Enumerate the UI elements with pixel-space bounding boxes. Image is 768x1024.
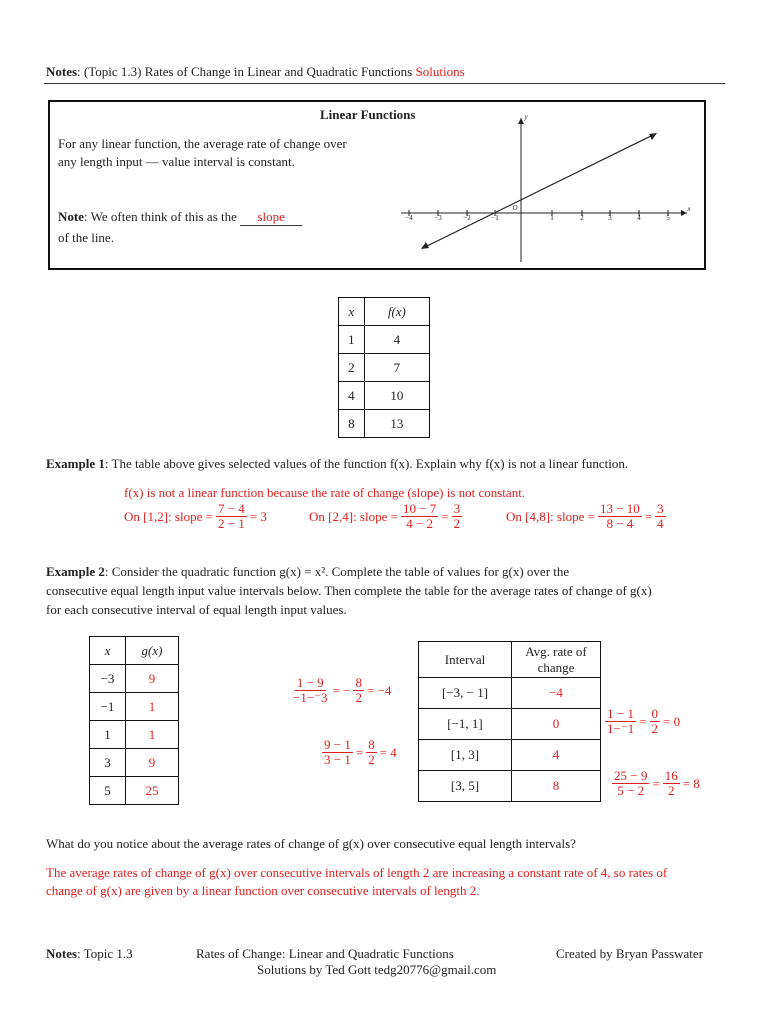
- page-header: [46, 64, 465, 80]
- equals: =: [644, 508, 653, 524]
- fraction: $\frac{16}{2}$: [664, 768, 678, 799]
- f-table: [338, 297, 430, 438]
- g-table-cell: −3: [90, 665, 126, 693]
- f-table-cell: 2: [339, 354, 365, 382]
- fraction: $\frac{0}{2}$: [651, 706, 659, 737]
- slope-result: = 3: [249, 508, 267, 524]
- f-table-cell: 1: [339, 326, 365, 354]
- x-tick-label: −1: [491, 214, 499, 222]
- rate-calc-2: [322, 738, 397, 768]
- fraction: $\frac{10 - 7}{4 - 2}$: [402, 501, 437, 532]
- linear-text-2: any length input — value interval is constant.: [58, 154, 295, 169]
- f-table-cell: 7: [364, 354, 429, 382]
- g-table-cell: 1: [125, 693, 178, 721]
- example2-label: Example 2: [46, 564, 105, 579]
- linear-heading: Linear Functions: [320, 107, 416, 122]
- rate-table-header: Interval: [419, 642, 512, 678]
- fraction: $\frac{1 - 1}{1-^-1}$: [607, 706, 635, 737]
- rate-table-cell: [3, 5]: [419, 771, 512, 802]
- equals: =: [652, 775, 660, 791]
- example1-text: : The table above gives selected values of the function f(x). Explain why f(x) is not a linear function.: [104, 456, 629, 471]
- equals: =: [355, 744, 364, 760]
- equals: =: [441, 508, 449, 524]
- g-table-cell: 9: [125, 665, 178, 693]
- f-table-cell: 8: [339, 410, 365, 438]
- slope-answer: slope: [240, 209, 302, 226]
- header-rule: [44, 83, 725, 84]
- f-table-cell: 10: [364, 382, 429, 410]
- rate-calc-1: [291, 676, 391, 706]
- footer-left: [46, 946, 133, 962]
- notes-label: Notes: [46, 64, 78, 79]
- example2-line-3: for each consecutive interval of equal length input values.: [46, 602, 347, 617]
- footer-right: Created by Bryan Passwater: [556, 946, 703, 961]
- footer-notes-label: Notes: [46, 946, 78, 961]
- fraction: $\frac{8}{2}$: [355, 675, 362, 706]
- x-tick-label: 5: [666, 214, 670, 222]
- slope-prefix: On [1,2]: slope =: [124, 508, 213, 524]
- arrow-right-icon: [681, 210, 687, 216]
- g-table-cell: 5: [90, 777, 126, 805]
- calc-result: = 0: [663, 713, 681, 729]
- example2-line-2: consecutive equal length input value intervals below. Then complete the table for the average rates of change of g(x): [46, 583, 652, 598]
- y-axis-label: y: [524, 113, 528, 121]
- graph-line: [423, 134, 655, 248]
- rate-table-cell: 0: [512, 709, 601, 740]
- g-table: [89, 636, 179, 805]
- rate-calc-4: [612, 769, 700, 799]
- origin-label: O: [512, 204, 518, 212]
- fraction: $\frac{9 - 1}{3 - 1}$: [324, 737, 351, 768]
- g-table-header: x: [90, 637, 126, 665]
- fraction: $\frac{1 - 9}{-1-^-3}$: [293, 675, 328, 706]
- linear-text-1: For any linear function, the average rate of change over: [58, 136, 347, 151]
- footer-solutions-by: Solutions by Ted Gott tedg20776@gmail.com: [257, 962, 497, 977]
- g-table-cell: −1: [90, 693, 126, 721]
- x-tick-label: −4: [405, 214, 413, 222]
- linear-graph: [395, 110, 695, 270]
- note-end: of the line.: [58, 230, 114, 245]
- rate-table-cell: 8: [512, 771, 601, 802]
- example1-label: Example 1: [46, 456, 105, 471]
- fraction: $\frac{8}{2}$: [368, 737, 375, 768]
- equals: = −: [332, 682, 351, 698]
- calc-result: = 8: [682, 775, 700, 791]
- rate-calc-3: [605, 707, 680, 737]
- x-tick-label: −3: [434, 214, 442, 222]
- x-tick-label: 2: [580, 214, 584, 222]
- slope-calc-3: [506, 502, 666, 532]
- slope-prefix: On [4,8]: slope =: [506, 508, 595, 524]
- question: What do you notice about the average rates of change of g(x) over consecutive equal length intervals?: [46, 836, 576, 851]
- fraction: $\frac{13 - 10}{8 - 4}$: [599, 501, 640, 532]
- note-line: [58, 209, 302, 226]
- example1-answer: f(x) is not a linear function because the rate of change (slope) is not constant.: [124, 485, 526, 500]
- x-tick-label: 3: [608, 214, 612, 222]
- calc-result: = 4: [379, 744, 397, 760]
- x-tick-label: 4: [637, 214, 641, 222]
- header-title: : (Topic 1.3) Rates of Change in Linear and Quadratic Functions: [77, 64, 413, 79]
- note-text: : We often think of this as the: [84, 209, 237, 224]
- fraction: $\frac{3}{4}$: [657, 501, 664, 532]
- x-tick-label: −2: [463, 214, 471, 222]
- fraction: $\frac{3}{2}$: [453, 501, 461, 532]
- g-table-cell: 1: [90, 721, 126, 749]
- rate-table-cell: [−3, − 1]: [419, 678, 512, 709]
- calc-result: = −4: [366, 682, 392, 698]
- note-label: Note: [58, 209, 84, 224]
- answer-line-1: The average rates of change of g(x) over consecutive intervals of length 2 are increasing a constant rate of 4, so rates of: [46, 865, 668, 880]
- fraction: $\frac{25 - 9}{5 - 2}$: [614, 768, 648, 799]
- g-table-cell: 3: [90, 749, 126, 777]
- rate-table: [418, 641, 601, 802]
- g-table-cell: 9: [125, 749, 178, 777]
- rate-table-cell: 4: [512, 740, 601, 771]
- slope-prefix: On [2,4]: slope =: [309, 508, 398, 524]
- solutions-label: Solutions: [415, 64, 465, 79]
- slope-calc-2: [309, 502, 462, 532]
- x-tick-label: 1: [550, 214, 554, 222]
- f-table-cell: 4: [364, 326, 429, 354]
- g-table-cell: 1: [125, 721, 178, 749]
- example2-line-1: [46, 564, 569, 580]
- x-axis-label: x: [687, 205, 691, 213]
- f-table-cell: 13: [364, 410, 429, 438]
- rate-table-cell: −4: [512, 678, 601, 709]
- rate-table-cell: [−1, 1]: [419, 709, 512, 740]
- footer-center: Rates of Change: Linear and Quadratic Functions: [196, 946, 454, 961]
- arrow-up-icon: [518, 118, 524, 124]
- slope-calc-1: [124, 502, 267, 532]
- fraction: $\frac{7 - 4}{2 - 1}$: [217, 501, 245, 532]
- example1-prompt: [46, 456, 628, 472]
- rate-table-header: Avg. rate of change: [512, 642, 601, 678]
- g-table-header: g(x): [125, 637, 178, 665]
- answer-line-2: change of g(x) are given by a linear function over consecutive intervals of length 2.: [46, 883, 480, 898]
- f-table-cell: 4: [339, 382, 365, 410]
- g-table-cell: 25: [125, 777, 178, 805]
- rate-table-cell: [1, 3]: [419, 740, 512, 771]
- f-table-header: x: [339, 298, 365, 326]
- footer-topic: : Topic 1.3: [77, 946, 133, 961]
- f-table-header: f(x): [364, 298, 429, 326]
- equals: =: [639, 713, 647, 729]
- example2-text: : Consider the quadratic function g(x) = x². Complete the table of values for g(x) over the: [104, 564, 570, 579]
